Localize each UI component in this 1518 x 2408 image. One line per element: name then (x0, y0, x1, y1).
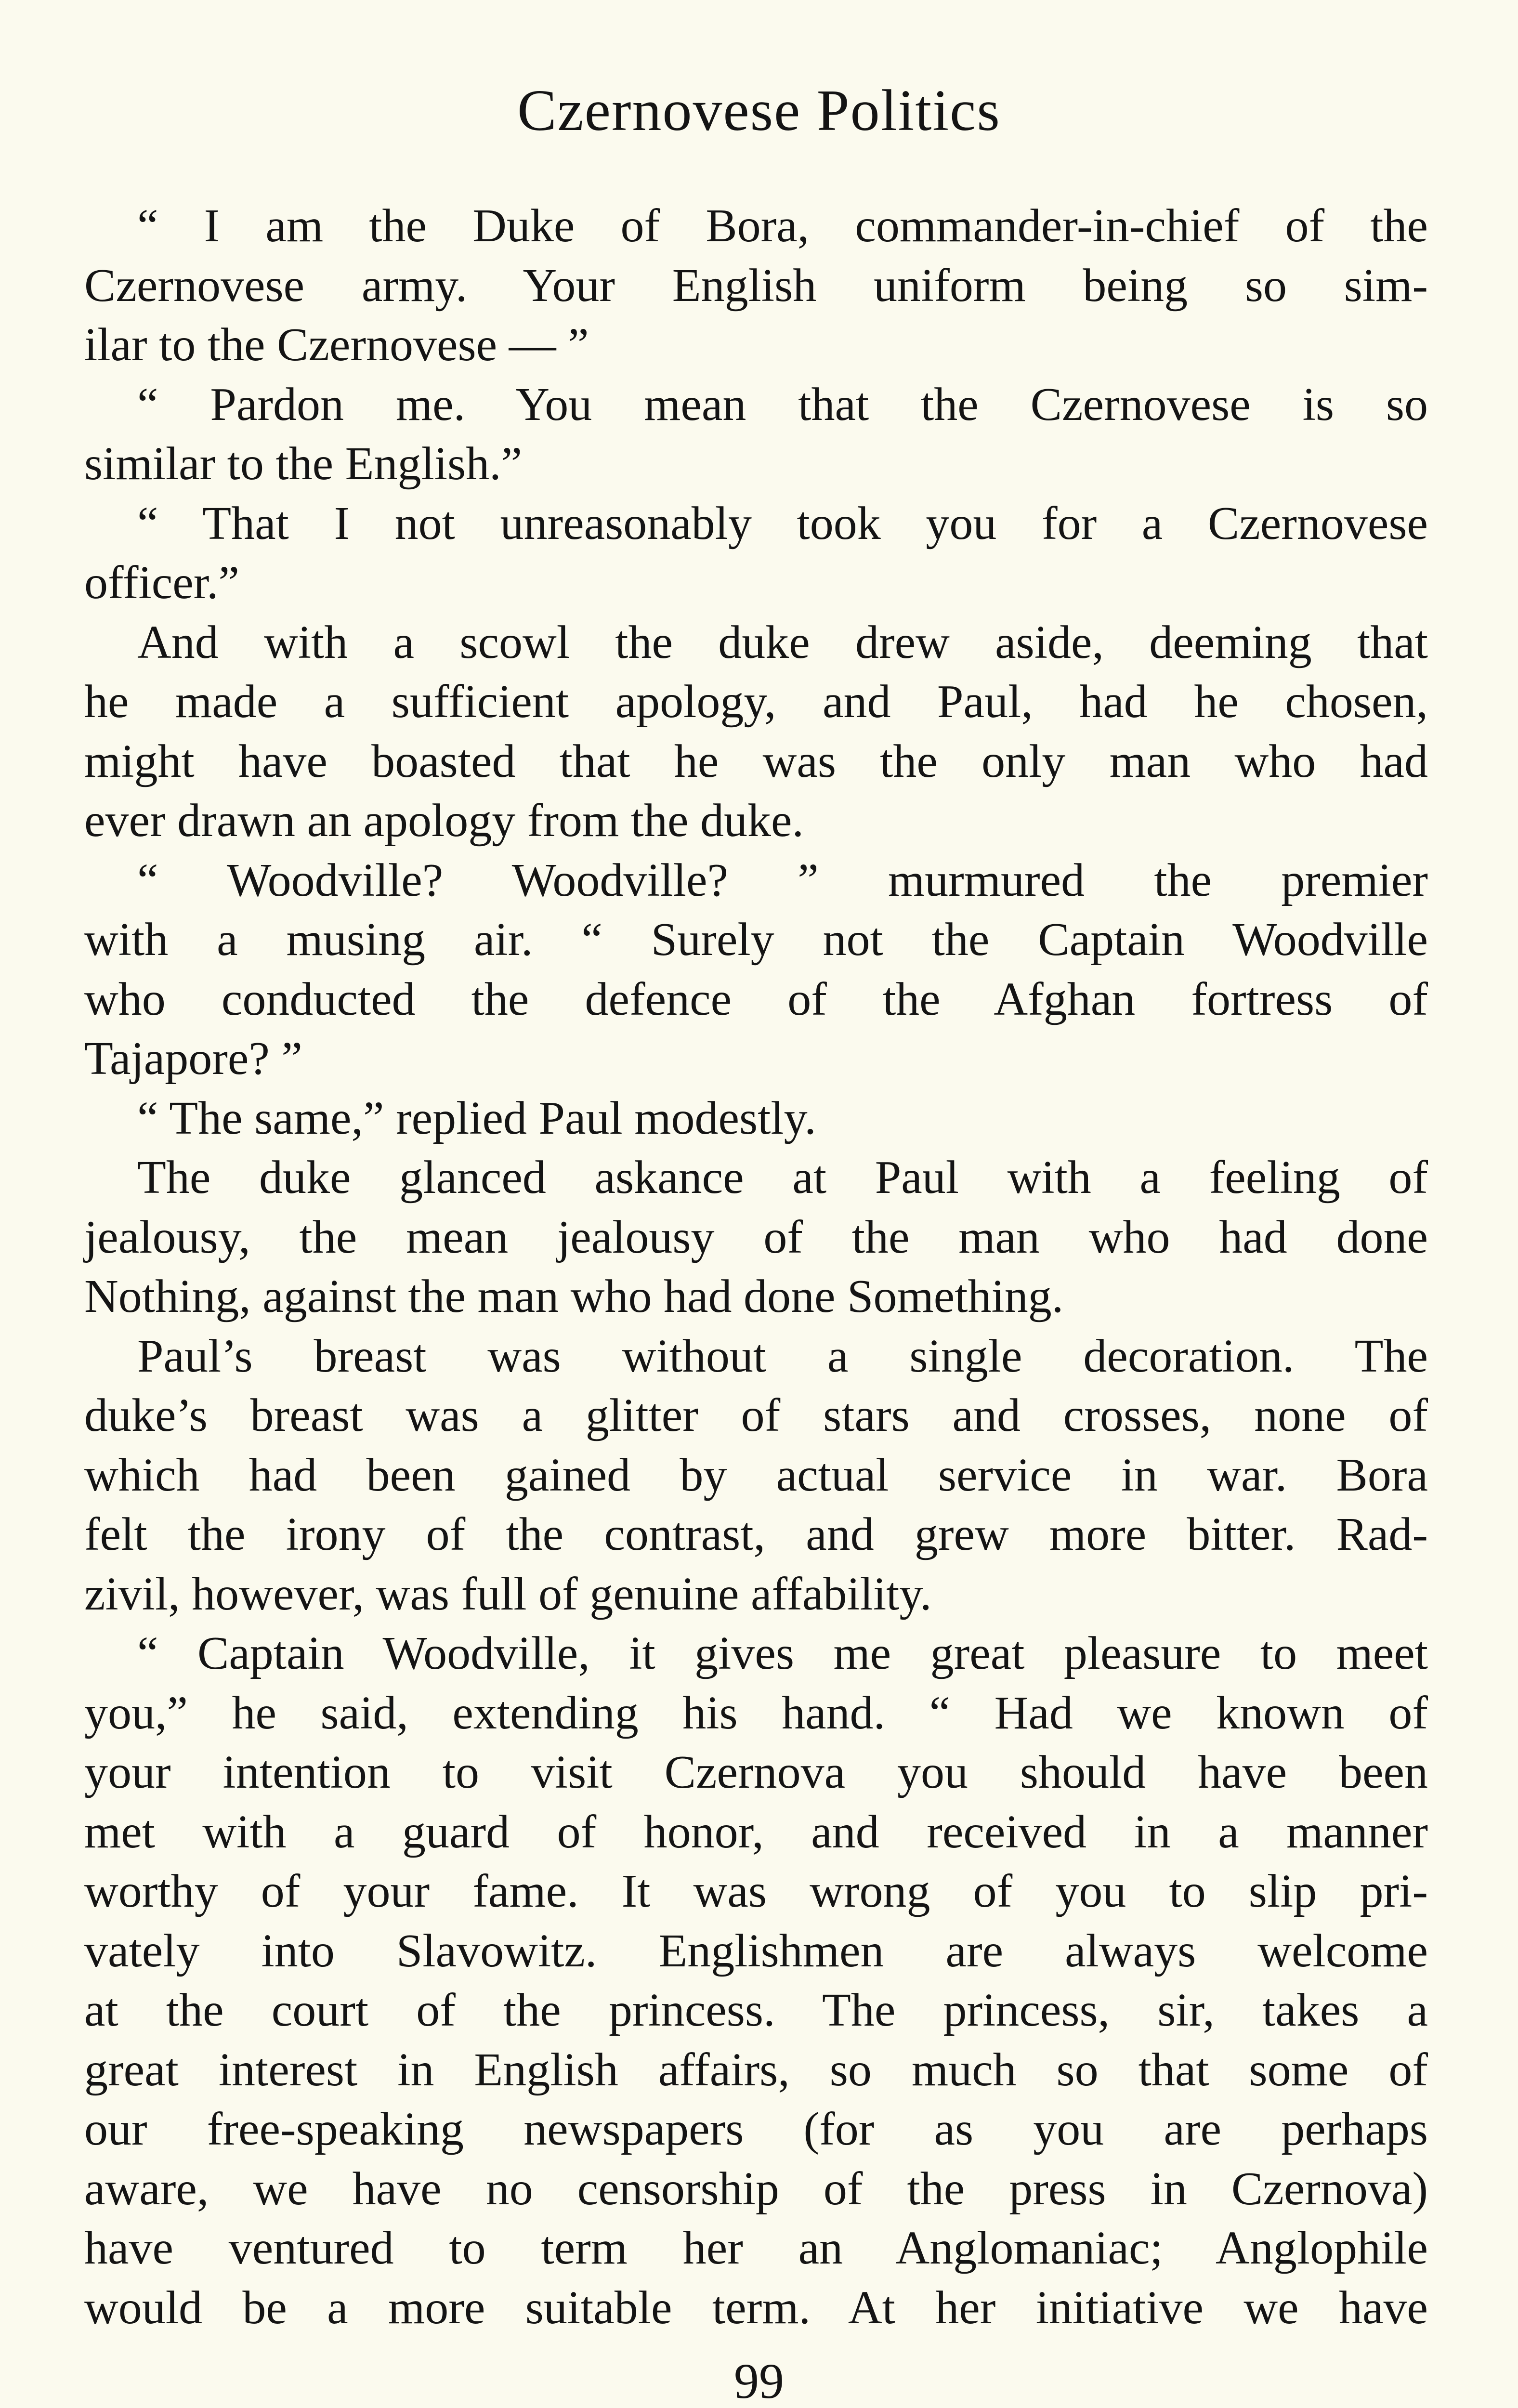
text-line: vately into Slavowitz. Englishmen are always welcome (84, 1924, 1428, 1977)
text-line: would be a more suitable term. At her initiative we have (84, 2281, 1428, 2334)
text-line: officer.” (84, 557, 239, 609)
text-line: ilar to the Czernovese — ” (84, 319, 589, 371)
text-line: jealousy, the mean jealousy of the man who had done (84, 1211, 1428, 1263)
text-line: might have boasted that he was the only man who had (84, 735, 1428, 787)
text-line: with a musing air. “ Surely not the Captain Woodville (84, 914, 1428, 966)
text-line: “ Pardon me. You mean that the Czernovese is so (137, 378, 1428, 431)
page-number: 99 (734, 2354, 784, 2408)
text-line: worthy of your fame. It was wrong of you to slip pri- (84, 1865, 1428, 1917)
body-text (84, 196, 1428, 2338)
text-line: Tajapore? ” (84, 1033, 302, 1085)
text-line: our free-speaking newspapers (for as you are perhaps (84, 2103, 1428, 2155)
text-line: your intention to visit Czernova you should have been (84, 1746, 1428, 1798)
text-line: “ Captain Woodville, it gives me great pleasure to meet (137, 1627, 1428, 1679)
text-line: which had been gained by actual service in war. Bora (84, 1449, 1428, 1501)
text-line: Czernovese army. Your English uniform being so sim- (84, 259, 1428, 312)
text-line: at the court of the princess. The princess, sir, takes a (84, 1984, 1428, 2036)
text-line: “ Woodville? Woodville? ” murmured the premier (137, 854, 1428, 906)
text-line: met with a guard of honor, and received in a manner (84, 1806, 1428, 1858)
text-line: duke’s breast was a glitter of stars and crosses, none of (84, 1389, 1428, 1441)
text-line: Nothing, against the man who had done Something. (84, 1270, 1064, 1322)
text-line: felt the irony of the contrast, and grew more bitter. Rad- (84, 1508, 1428, 1560)
text-line: aware, we have no censorship of the press in Czernova) (84, 2162, 1428, 2215)
text-line: similar to the English.” (84, 438, 523, 490)
text-line: zivil, however, was full of genuine affability. (84, 1568, 932, 1620)
text-line: who conducted the defence of the Afghan fortress of (84, 973, 1428, 1025)
text-line: “ That I not unreasonably took you for a Czernovese (137, 497, 1428, 550)
text-line: you,” he said, extending his hand. “ Had we known of (84, 1687, 1428, 1739)
text-line: “ I am the Duke of Bora, commander-in-chief of the (137, 200, 1428, 252)
text-line: he made a sufficient apology, and Paul, had he chosen, (84, 676, 1428, 728)
text-line: The duke glanced askance at Paul with a feeling of (137, 1152, 1428, 1204)
text-line: And with a scowl the duke drew aside, deeming that (137, 616, 1428, 668)
text-line: Paul’s breast was without a single decoration. The (137, 1330, 1428, 1382)
text-line: have ventured to term her an Anglomaniac; Anglophile (84, 2222, 1428, 2274)
text-line: ever drawn an apology from the duke. (84, 795, 804, 847)
page-title: Czernovese Politics (517, 78, 1001, 143)
text-line: great interest in English affairs, so much so that some of (84, 2043, 1428, 2096)
text-line: “ The same,” replied Paul modestly. (137, 1092, 816, 1144)
